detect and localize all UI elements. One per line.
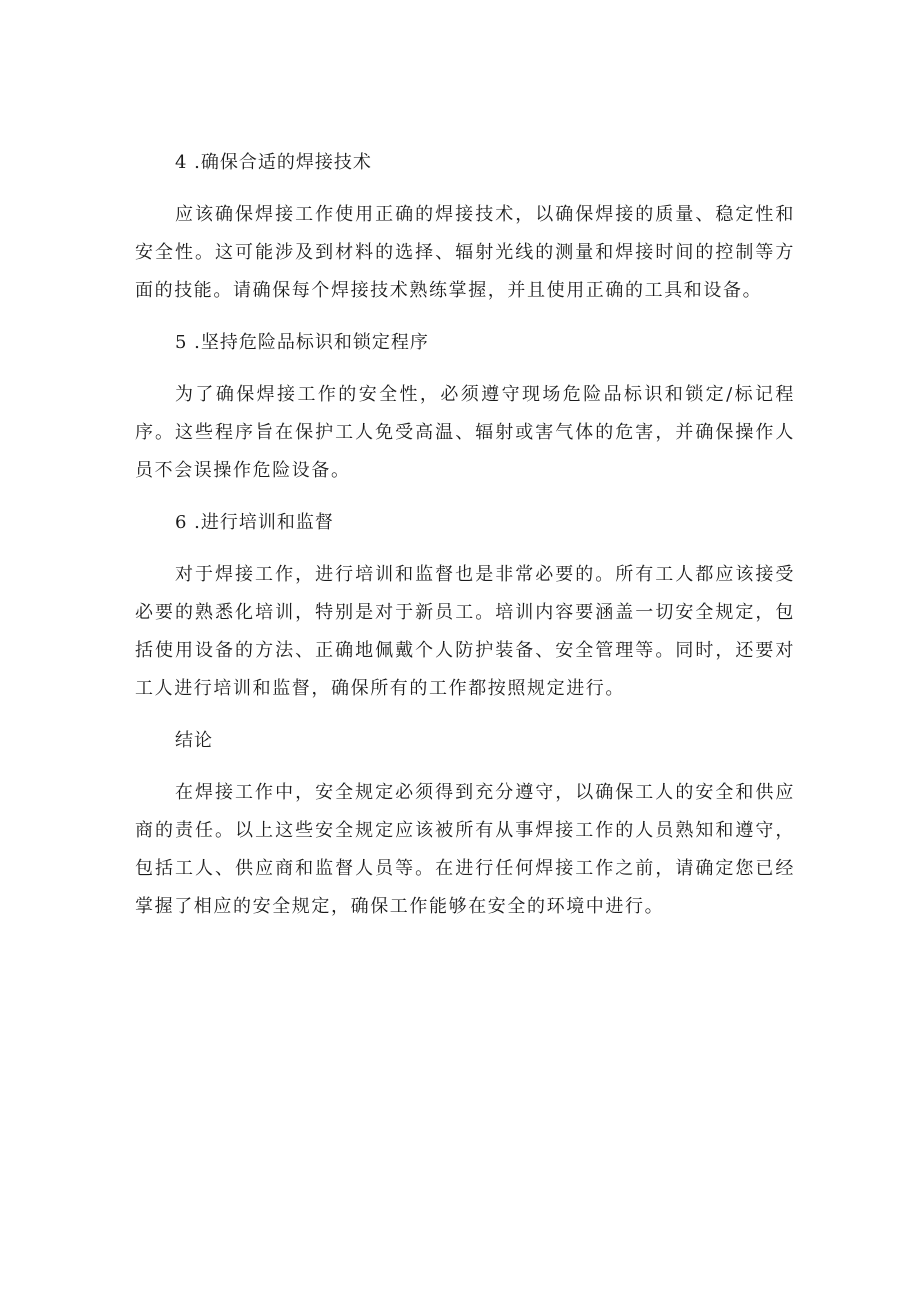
document-body	[135, 150, 795, 946]
section-paragraph-5: 为了确保焊接工作的安全性，必须遵守现场危险品标识和锁定/标记程序。这些程序旨在保护工人免受高温、辐射或害气体的危害，并确保操作人员不会误操作危险设备。	[135, 384, 795, 481]
section-heading-5: 5 .坚持危险品标识和锁定程序	[175, 332, 429, 353]
section-heading-6: 6 .进行培训和监督	[175, 512, 334, 533]
section-paragraph-4: 应该确保焊接工作使用正确的焊接技术，以确保焊接的质量、稳定性和安全性。这可能涉及到材料的选择、辐射光线的测量和焊接时间的控制等方面的技能。请确保每个焊接技术熟练掌握，并且使用正确的工具和设备。	[135, 204, 795, 301]
conclusion-heading: 结论	[175, 730, 213, 751]
section-paragraph-6: 对于焊接工作，进行培训和监督也是非常必要的。所有工人都应该接受必要的熟悉化培训，特别是对于新员工。培训内容要涵盖一切安全规定，包括使用设备的方法、正确地佩戴个人防护装备、安全管理等。同时，还要对工人进行培训和监督，确保所有的工作都按照规定进行。	[135, 564, 795, 699]
conclusion-paragraph: 在焊接工作中，安全规定必须得到充分遵守，以确保工人的安全和供应商的责任。以上这些安全规定应该被所有从事焊接工作的人员熟知和遵守，包括工人、供应商和监督人员等。在进行任何焊接工作之前，请确定您已经掌握了相应的安全规定，确保工作能够在安全的环境中进行。	[135, 782, 795, 917]
section-heading-4: 4 .确保合适的焊接技术	[175, 152, 372, 173]
